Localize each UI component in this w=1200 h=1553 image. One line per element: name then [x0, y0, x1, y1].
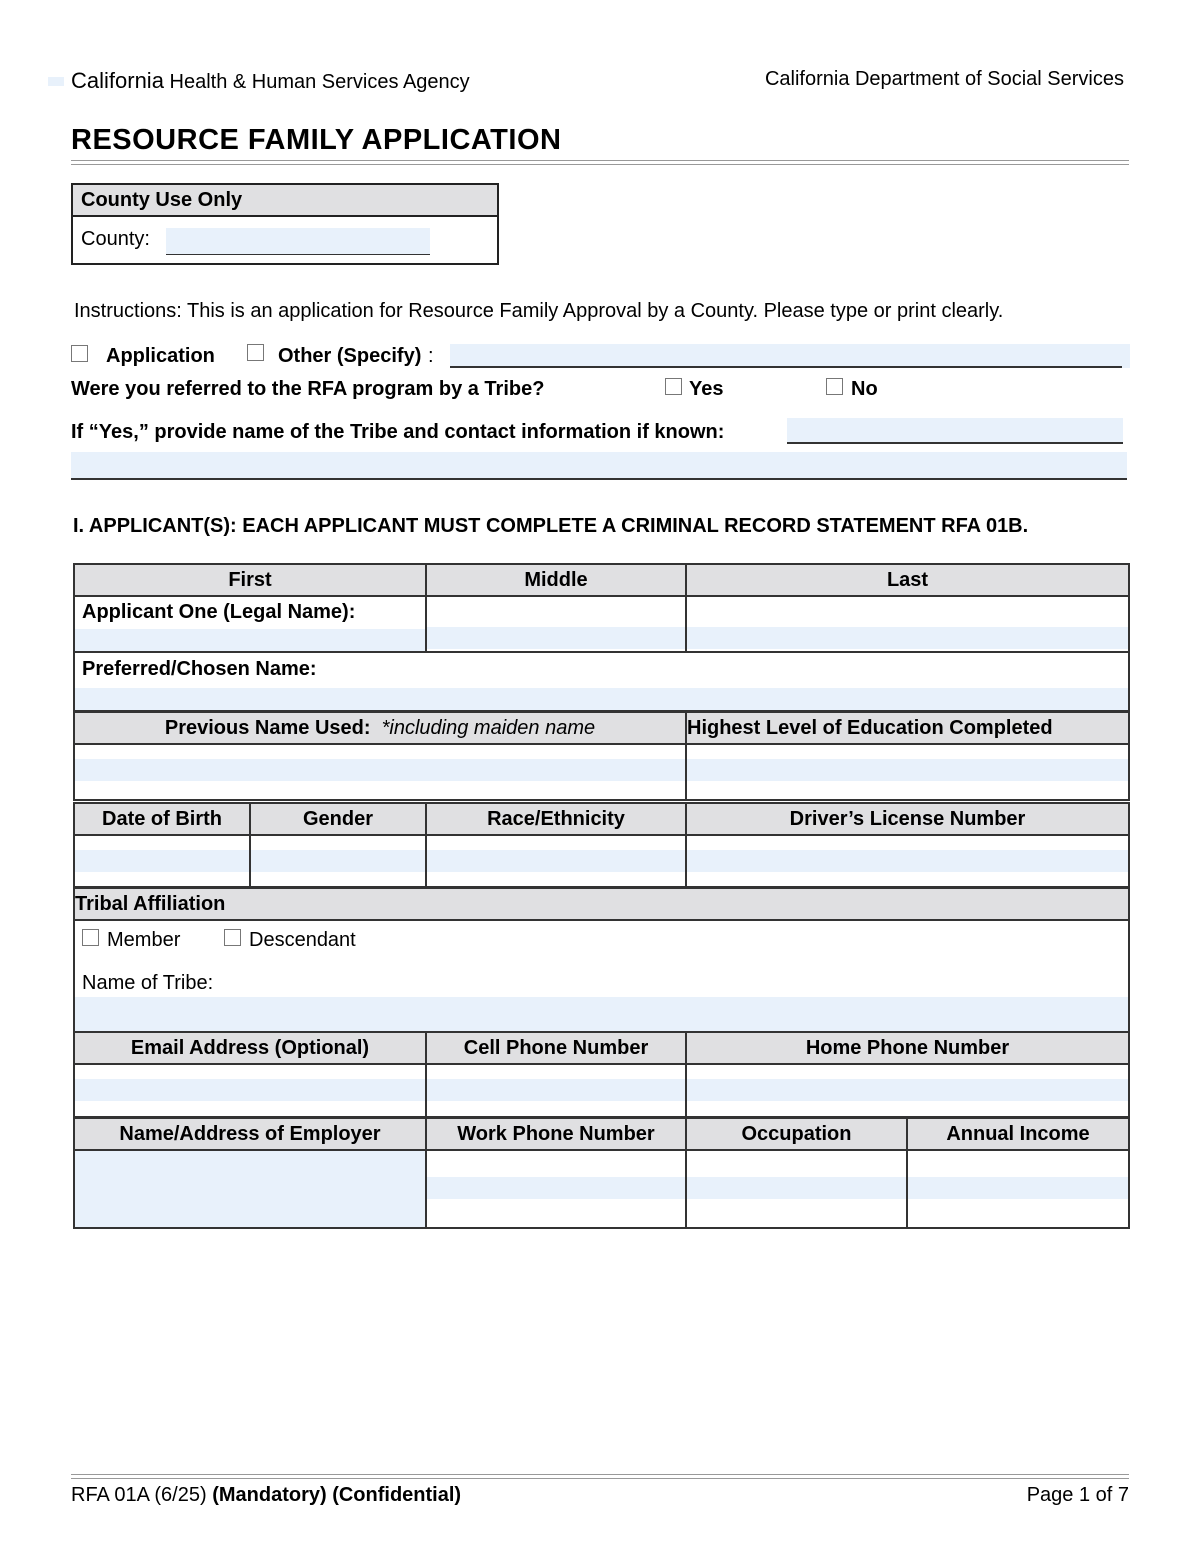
email-cell[interactable] [74, 1064, 426, 1117]
license-cell[interactable] [686, 835, 1129, 887]
gender-cell[interactable] [250, 835, 426, 887]
footer-divider [71, 1474, 1129, 1479]
department-name: California Department of Social Services [764, 68, 1124, 90]
race-cell[interactable] [426, 835, 686, 887]
last-name-cell[interactable] [686, 596, 1129, 652]
education-cell[interactable] [686, 744, 1129, 800]
race-input[interactable] [427, 850, 685, 872]
dob-cell[interactable] [74, 835, 250, 887]
other-specify-colon: : [428, 345, 434, 367]
tribe-yes-checkbox[interactable] [665, 378, 682, 395]
county-label: County: [81, 228, 150, 250]
gender-header: Gender [250, 803, 426, 835]
tribe-yes-label: Yes [689, 378, 724, 400]
license-input[interactable] [687, 850, 1128, 872]
previous-name-input[interactable] [75, 759, 685, 781]
application-checkbox[interactable] [71, 345, 88, 362]
tribe-no-checkbox[interactable] [826, 378, 843, 395]
other-specify-input-end [1122, 344, 1130, 368]
other-checkbox[interactable] [247, 344, 264, 361]
work-phone-header: Work Phone Number [426, 1118, 686, 1150]
other-specify-label: Other (Specify) [278, 345, 422, 367]
last-header: Last [686, 564, 1129, 596]
race-header: Race/Ethnicity [426, 803, 686, 835]
cell-phone-cell[interactable] [426, 1064, 686, 1117]
previous-name-cell[interactable] [74, 744, 686, 800]
license-header: Driver’s License Number [686, 803, 1129, 835]
gender-input[interactable] [251, 850, 425, 872]
tribal-affiliation-table [73, 887, 1130, 1033]
agency-name-big: California [71, 68, 164, 93]
page-number: Page 1 of 7 [1026, 1484, 1129, 1506]
county-use-heading: County Use Only [73, 185, 497, 217]
contact-table [73, 1031, 1130, 1118]
form-number: RFA 01A (6/25) [71, 1484, 207, 1506]
last-name-input[interactable] [687, 627, 1128, 649]
cell-phone-input[interactable] [427, 1079, 685, 1101]
occupation-cell[interactable] [686, 1150, 907, 1228]
email-header: Email Address (Optional) [74, 1032, 426, 1064]
descendant-label: Descendant [249, 929, 356, 951]
first-header: First [74, 564, 426, 596]
tribal-affiliation-cell [74, 920, 1129, 1032]
title-divider [71, 160, 1129, 165]
county-row [73, 217, 497, 251]
applicant-name-table [73, 563, 1130, 712]
employer-cell[interactable] [74, 1150, 426, 1228]
first-name-cell[interactable] [74, 596, 426, 652]
other-specify-input[interactable] [450, 344, 1122, 368]
email-input[interactable] [75, 1079, 425, 1101]
demographics-table [73, 802, 1130, 888]
tribe-referral-question: Were you referred to the RFA program by a Tribe? [71, 378, 545, 400]
dob-input[interactable] [75, 850, 249, 872]
income-input[interactable] [908, 1177, 1128, 1199]
legal-name-label: Applicant One (Legal Name): [82, 601, 356, 623]
county-input[interactable] [166, 228, 430, 255]
member-checkbox[interactable] [82, 929, 99, 946]
agency-name [71, 68, 470, 94]
employer-header: Name/Address of Employer [74, 1118, 426, 1150]
employment-table [73, 1117, 1130, 1229]
page-title: RESOURCE FAMILY APPLICATION [71, 124, 562, 156]
name-of-tribe-label: Name of Tribe: [82, 972, 214, 994]
income-header: Annual Income [907, 1118, 1129, 1150]
previous-name-table [73, 711, 1130, 801]
header-mark [48, 77, 64, 86]
tribe-contact-input-line2[interactable] [71, 452, 1127, 480]
form-flags: (Mandatory) (Confidential) [212, 1484, 462, 1506]
application-label: Application [106, 345, 215, 367]
preferred-name-label: Preferred/Chosen Name: [82, 658, 317, 680]
county-use-box [71, 183, 499, 265]
member-label: Member [107, 929, 181, 951]
occupation-input[interactable] [687, 1177, 906, 1199]
tribe-contact-label: If “Yes,” provide name of the Tribe and contact information if known: [71, 421, 725, 443]
home-phone-input[interactable] [687, 1079, 1128, 1101]
education-header: Highest Level of Education Completed [686, 712, 1129, 744]
instructions: Instructions: This is an application for Resource Family Approval by a County. Please type or print clearly. [74, 300, 1004, 322]
agency-name-rest: Health & Human Services Agency [169, 71, 470, 93]
section-one-heading: I. APPLICANT(S): EACH APPLICANT MUST COMPLETE A CRIMINAL RECORD STATEMENT RFA 01B. [73, 515, 1029, 537]
income-cell[interactable] [907, 1150, 1129, 1228]
education-input[interactable] [687, 759, 1128, 781]
cell-phone-header: Cell Phone Number [426, 1032, 686, 1064]
home-phone-header: Home Phone Number [686, 1032, 1129, 1064]
home-phone-cell[interactable] [686, 1064, 1129, 1117]
work-phone-input[interactable] [427, 1177, 685, 1199]
preferred-name-cell[interactable] [74, 652, 1129, 711]
middle-name-cell[interactable] [426, 596, 686, 652]
tribal-affiliation-header: Tribal Affiliation [74, 888, 1129, 920]
previous-name-note: *including maiden name [381, 717, 596, 739]
preferred-name-input[interactable] [75, 688, 1128, 710]
descendant-checkbox[interactable] [224, 929, 241, 946]
middle-header: Middle [426, 564, 686, 596]
form-id [71, 1484, 461, 1507]
first-name-input[interactable] [75, 629, 425, 651]
name-of-tribe-input[interactable] [75, 997, 1128, 1031]
occupation-header: Occupation [686, 1118, 907, 1150]
previous-name-label: Previous Name Used: [164, 717, 371, 739]
tribe-contact-input[interactable] [787, 418, 1123, 444]
work-phone-cell[interactable] [426, 1150, 686, 1228]
middle-name-input[interactable] [427, 627, 685, 649]
previous-name-header [74, 712, 686, 744]
dob-header: Date of Birth [74, 803, 250, 835]
tribe-no-label: No [851, 378, 878, 400]
employer-input[interactable] [75, 1151, 425, 1227]
